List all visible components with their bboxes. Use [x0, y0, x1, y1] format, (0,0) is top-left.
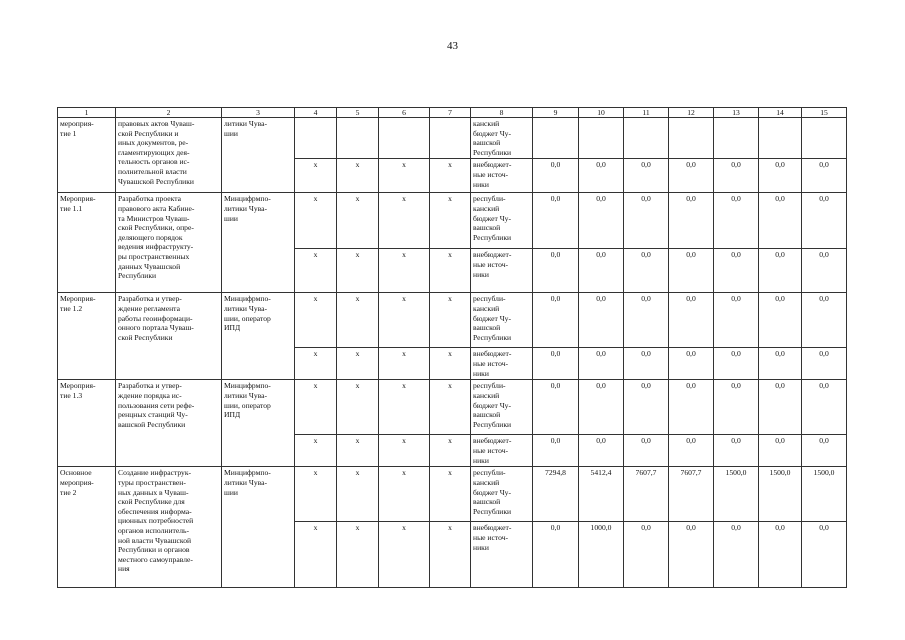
- event-name-cell: Мероприя- тие 1.3: [58, 380, 116, 467]
- event-name-cell: Мероприя- тие 1.2: [58, 293, 116, 380]
- amount-cell: 0,0: [624, 522, 669, 588]
- table-row: [58, 193, 847, 249]
- amount-cell: [624, 118, 669, 159]
- amount-cell: 0,0: [714, 522, 759, 588]
- event-description-cell: Разработка и утвер- ждение порядка ис- пользования сети рефе- ренцных станций Чу- вашской Республики: [116, 380, 222, 467]
- code-cell: x: [295, 467, 337, 522]
- code-cell: x: [430, 467, 471, 522]
- column-header-2: 2: [116, 108, 222, 118]
- amount-cell: 0,0: [802, 293, 847, 348]
- amount-cell: [669, 118, 714, 159]
- amount-cell: [759, 118, 802, 159]
- code-cell: x: [430, 522, 471, 588]
- amount-cell: 0,0: [624, 249, 669, 293]
- funding-source-cell: внебюджет- ные источ- ники: [471, 159, 533, 193]
- event-name-cell: мероприя- тие 1: [58, 118, 116, 193]
- amount-cell: 0,0: [759, 249, 802, 293]
- amount-cell: 0,0: [669, 293, 714, 348]
- amount-cell: 0,0: [714, 249, 759, 293]
- code-cell: [295, 118, 337, 159]
- code-cell: x: [430, 435, 471, 467]
- event-name-cell: Мероприя- тие 1.1: [58, 193, 116, 293]
- amount-cell: 0,0: [714, 293, 759, 348]
- code-cell: x: [337, 435, 379, 467]
- amount-cell: 0,0: [579, 348, 624, 380]
- amount-cell: 0,0: [624, 435, 669, 467]
- amount-cell: 0,0: [533, 293, 579, 348]
- amount-cell: [579, 118, 624, 159]
- funding-source-cell: республи- канский бюджет Чу- вашской Республики: [471, 193, 533, 249]
- amount-cell: 0,0: [802, 348, 847, 380]
- code-cell: x: [379, 435, 430, 467]
- amount-cell: 0,0: [714, 348, 759, 380]
- amount-cell: 0,0: [624, 159, 669, 193]
- amount-cell: 0,0: [669, 435, 714, 467]
- code-cell: x: [379, 522, 430, 588]
- amount-cell: 0,0: [759, 159, 802, 193]
- amount-cell: 0,0: [802, 522, 847, 588]
- amount-cell: 1500,0: [759, 467, 802, 522]
- code-cell: x: [295, 293, 337, 348]
- amount-cell: 7607,7: [624, 467, 669, 522]
- column-header-13: 13: [714, 108, 759, 118]
- table-row: [58, 467, 847, 522]
- event-name-cell: Основное мероприя- тие 2: [58, 467, 116, 588]
- amount-cell: 0,0: [759, 348, 802, 380]
- code-cell: x: [379, 293, 430, 348]
- code-cell: x: [295, 249, 337, 293]
- code-cell: x: [295, 522, 337, 588]
- table-row: [58, 380, 847, 435]
- code-cell: x: [295, 159, 337, 193]
- amount-cell: 0,0: [802, 435, 847, 467]
- amount-cell: 0,0: [669, 193, 714, 249]
- code-cell: x: [430, 249, 471, 293]
- code-cell: x: [337, 293, 379, 348]
- column-number-header: [58, 108, 847, 118]
- amount-cell: 0,0: [669, 159, 714, 193]
- executor-cell: Минцифрмпо- литики Чува- шии, оператор ИПД: [222, 380, 295, 467]
- amount-cell: 0,0: [714, 159, 759, 193]
- page-number: 43: [447, 40, 458, 52]
- funding-source-cell: внебюджет- ные источ- ники: [471, 249, 533, 293]
- column-header-3: 3: [222, 108, 295, 118]
- column-header-7: 7: [430, 108, 471, 118]
- amount-cell: 0,0: [533, 159, 579, 193]
- amount-cell: 0,0: [759, 435, 802, 467]
- code-cell: x: [295, 435, 337, 467]
- amount-cell: 0,0: [669, 348, 714, 380]
- funding-source-cell: республи- канский бюджет Чу- вашской Республики: [471, 467, 533, 522]
- amount-cell: 0,0: [533, 380, 579, 435]
- amount-cell: 0,0: [624, 193, 669, 249]
- code-cell: [379, 118, 430, 159]
- code-cell: x: [337, 522, 379, 588]
- amount-cell: 1000,0: [579, 522, 624, 588]
- code-cell: x: [337, 249, 379, 293]
- code-cell: x: [430, 380, 471, 435]
- code-cell: x: [379, 159, 430, 193]
- amount-cell: [714, 118, 759, 159]
- amount-cell: 0,0: [533, 249, 579, 293]
- table-row: [58, 118, 847, 159]
- code-cell: [337, 118, 379, 159]
- amount-cell: 0,0: [533, 348, 579, 380]
- column-header-15: 15: [802, 108, 847, 118]
- amount-cell: 0,0: [579, 293, 624, 348]
- amount-cell: 0,0: [533, 435, 579, 467]
- column-header-8: 8: [471, 108, 533, 118]
- code-cell: x: [379, 193, 430, 249]
- amount-cell: 7294,8: [533, 467, 579, 522]
- code-cell: x: [379, 467, 430, 522]
- amount-cell: 0,0: [714, 435, 759, 467]
- code-cell: x: [295, 348, 337, 380]
- amount-cell: 0,0: [579, 193, 624, 249]
- amount-cell: 0,0: [714, 380, 759, 435]
- column-header-10: 10: [579, 108, 624, 118]
- column-header-4: 4: [295, 108, 337, 118]
- event-description-cell: Разработка и утвер- ждение регламента работы геоинформаци- онного портала Чуваш- ской Республики: [116, 293, 222, 380]
- code-cell: x: [337, 193, 379, 249]
- funding-source-cell: республи- канский бюджет Чу- вашской Республики: [471, 293, 533, 348]
- column-header-6: 6: [379, 108, 430, 118]
- amount-cell: 0,0: [759, 193, 802, 249]
- code-cell: [430, 118, 471, 159]
- amount-cell: 0,0: [624, 380, 669, 435]
- amount-cell: 0,0: [802, 249, 847, 293]
- executor-cell: Минцифрмпо- литики Чува- шии, оператор ИПД: [222, 293, 295, 380]
- amount-cell: 0,0: [802, 159, 847, 193]
- code-cell: x: [337, 467, 379, 522]
- amount-cell: 1500,0: [802, 467, 847, 522]
- funding-source-cell: канский бюджет Чу- вашской Республики: [471, 118, 533, 159]
- funding-source-cell: внебюджет- ные источ- ники: [471, 435, 533, 467]
- column-header-11: 11: [624, 108, 669, 118]
- amount-cell: 0,0: [714, 193, 759, 249]
- table-body: [58, 108, 847, 588]
- table-row: [58, 293, 847, 348]
- amount-cell: 0,0: [579, 159, 624, 193]
- column-header-14: 14: [759, 108, 802, 118]
- executor-cell: литики Чува- шии: [222, 118, 295, 193]
- amount-cell: 0,0: [624, 348, 669, 380]
- code-cell: x: [337, 159, 379, 193]
- event-description-cell: правовых актов Чуваш- ской Республики и иных документов, ре- гламентирующих дея- тельность органов ис- полнительной власти Чувашской Республики: [116, 118, 222, 193]
- column-header-12: 12: [669, 108, 714, 118]
- budget-table: [57, 107, 847, 588]
- code-cell: x: [379, 380, 430, 435]
- code-cell: x: [379, 348, 430, 380]
- event-description-cell: Создание инфраструк- туры пространствен- ных данных в Чуваш- ской Республике для обеспечения информа- ционных потребностей органов исполнитель- ной власти Чувашской Республики и органов местного самоуправле- ния: [116, 467, 222, 588]
- code-cell: x: [337, 380, 379, 435]
- code-cell: x: [430, 193, 471, 249]
- event-description-cell: Разработка проекта правового акта Кабине- та Министров Чуваш- ской Республики, опре- деляющего порядок ведения инфраструкту- ры пространственных данных Чувашской Республики: [116, 193, 222, 293]
- amount-cell: 1500,0: [714, 467, 759, 522]
- funding-source-cell: республи- канский бюджет Чу- вашской Республики: [471, 380, 533, 435]
- code-cell: x: [337, 348, 379, 380]
- amount-cell: 0,0: [802, 193, 847, 249]
- executor-cell: Минцифрмпо- литики Чува- шии: [222, 467, 295, 588]
- funding-source-cell: внебюджет- ные источ- ники: [471, 522, 533, 588]
- amount-cell: 0,0: [579, 249, 624, 293]
- code-cell: x: [430, 159, 471, 193]
- amount-cell: 0,0: [533, 193, 579, 249]
- amount-cell: 0,0: [669, 522, 714, 588]
- code-cell: x: [295, 193, 337, 249]
- column-header-5: 5: [337, 108, 379, 118]
- code-cell: x: [430, 293, 471, 348]
- code-cell: x: [295, 380, 337, 435]
- amount-cell: 0,0: [579, 435, 624, 467]
- executor-cell: Минцифрмпо- литики Чува- шии: [222, 193, 295, 293]
- column-header-1: 1: [58, 108, 116, 118]
- column-header-9: 9: [533, 108, 579, 118]
- amount-cell: [802, 118, 847, 159]
- amount-cell: 7607,7: [669, 467, 714, 522]
- amount-cell: 5412,4: [579, 467, 624, 522]
- amount-cell: 0,0: [759, 380, 802, 435]
- amount-cell: 0,0: [669, 249, 714, 293]
- funding-source-cell: внебюджет- ные источ- ники: [471, 348, 533, 380]
- amount-cell: 0,0: [759, 293, 802, 348]
- amount-cell: 0,0: [579, 380, 624, 435]
- amount-cell: [533, 118, 579, 159]
- code-cell: x: [430, 348, 471, 380]
- amount-cell: 0,0: [802, 380, 847, 435]
- amount-cell: 0,0: [533, 522, 579, 588]
- amount-cell: 0,0: [624, 293, 669, 348]
- code-cell: x: [379, 249, 430, 293]
- amount-cell: 0,0: [669, 380, 714, 435]
- amount-cell: 0,0: [759, 522, 802, 588]
